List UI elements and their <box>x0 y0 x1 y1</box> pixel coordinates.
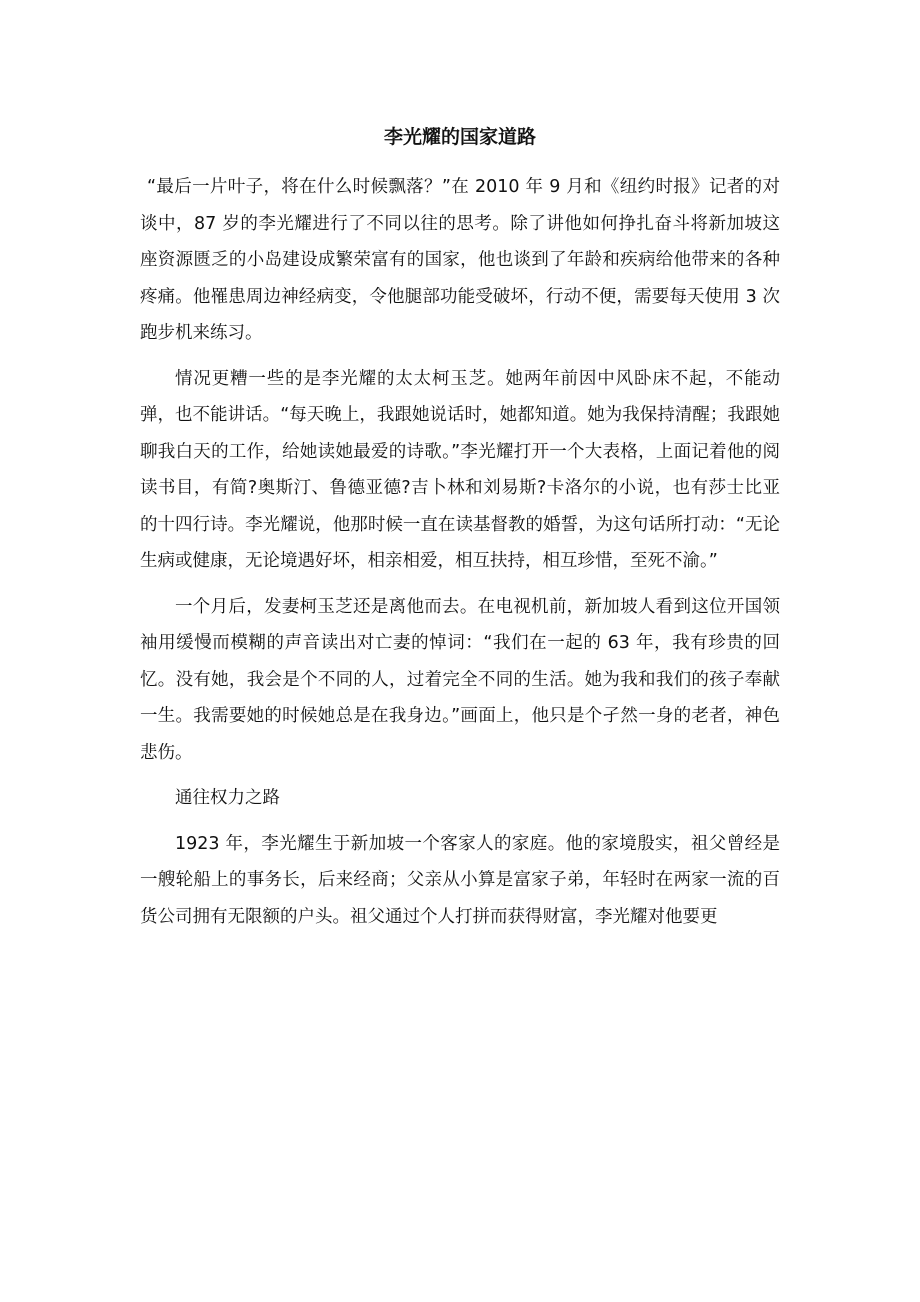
document-body <box>140 169 780 944</box>
paragraph-4: 1923 年，李光耀生于新加坡一个客家人的家庭。他的家境殷实，祖父曾经是一艘轮船上的事务长，后来经商；父亲从小算是富家子弟，年轻时在两家一流的百货公司拥有无限额的户头。祖父通过个人打拼而获得财富，李光耀对他要更 <box>140 833 780 927</box>
paragraph-2: 情况更糟一些的是李光耀的太太柯玉芝。她两年前因中风卧床不起，不能动弹，也不能讲话。“每天晚上，我跟她说话时，她都知道。她为我保持清醒；我跟她聊我白天的工作，给她读她最爱的诗歌。”李光耀打开一个大表格，上面记着他的阅读书目，有简?奥斯汀、鲁德亚德?吉卜林和刘易斯?卡洛尔的小说，也有莎士比亚的十四行诗。李光耀说，他那时候一直在读基督教的婚誓，为这句话所打动：“无论生病或健康，无论境遇好坏，相亲相爱，相互扶持，相互珍惜，至死不渝。” <box>140 368 780 571</box>
paragraph-3: 一个月后，发妻柯玉芝还是离他而去。在电视机前，新加坡人看到这位开国领袖用缓慢而模糊的声音读出对亡妻的悼词：“我们在一起的 63 年，我有珍贵的回忆。没有她，我会是个不同的人，过着完全不同的生活。她为我和我们的孩子奉献一生。我需要她的时候她总是在我身边。”画面上，他只是个孑然一身的老者，神色悲伤。 <box>140 596 780 763</box>
document-title: 李光耀的国家道路 <box>383 126 536 148</box>
paragraph-1: “最后一片叶子，将在什么时候飘落？”在 2010 年 9 月和《纽约时报》记者的对谈中，87 岁的李光耀进行了不同以往的思考。除了讲他如何挣扎奋斗将新加坡这座资源匮乏的小岛建设成繁荣富有的国家，他也谈到了年龄和疾病给他带来的各种疼痛。他罹患周边神经病变，令他腿部功能受破坏，行动不便，需要每天使用 3 次跑步机来练习。 <box>140 177 780 343</box>
section-heading: 通往权力之路 <box>175 788 280 808</box>
